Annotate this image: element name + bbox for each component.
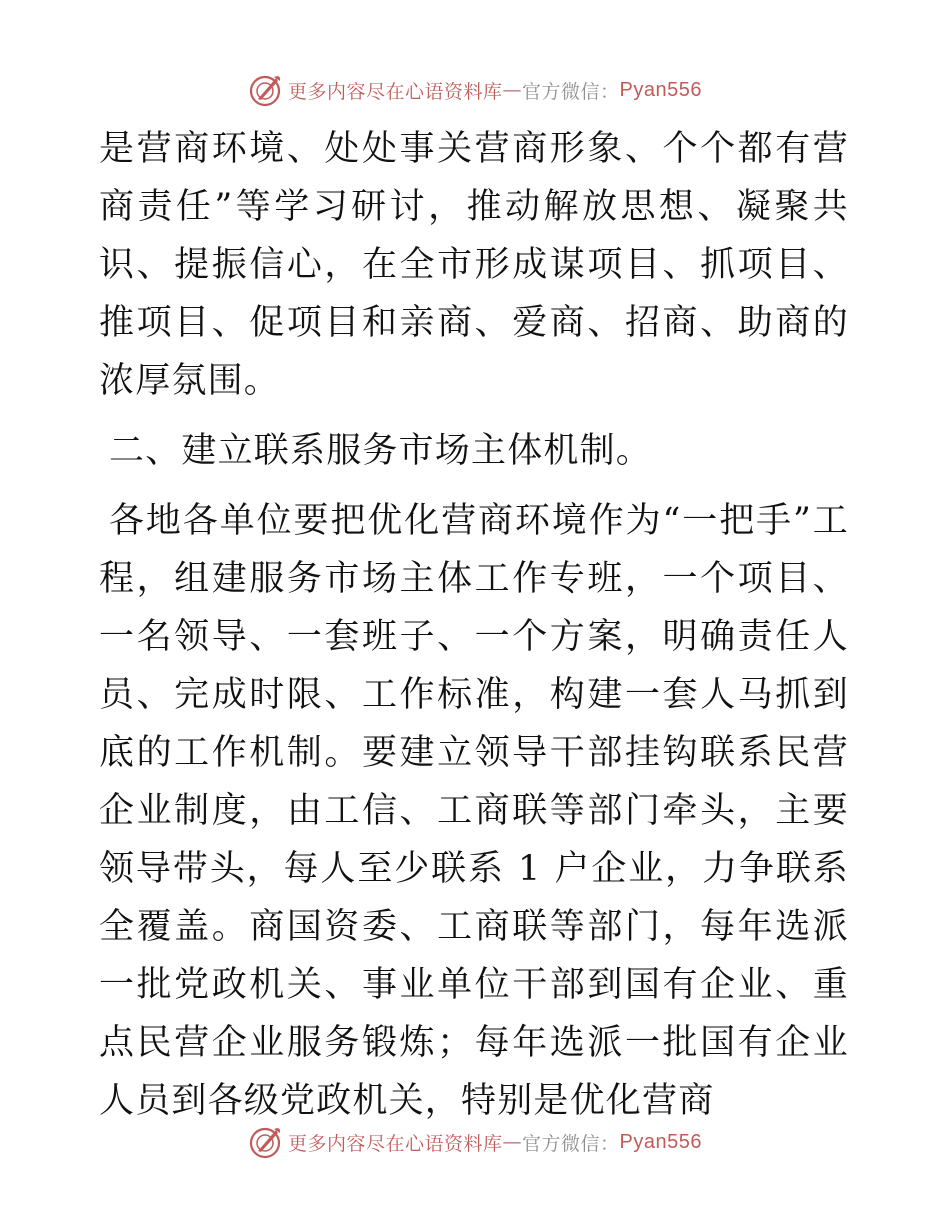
quill-logo-icon	[248, 1124, 284, 1160]
watermark-wechat-id: Pyan556	[619, 1130, 702, 1153]
watermark-separator: —	[502, 79, 523, 101]
watermark-wechat-label: 官方微信：	[522, 1132, 620, 1155]
watermark-wechat-label: 官方微信：	[522, 80, 620, 103]
header-watermark	[0, 72, 950, 108]
watermark-main-text: 更多内容尽在心语资料库	[288, 80, 503, 103]
section-heading-2: 二、建立联系服务市场主体机制。	[109, 431, 653, 471]
watermark-separator: —	[502, 1131, 523, 1153]
watermark-main-text: 更多内容尽在心语资料库	[288, 1132, 503, 1155]
paragraph-2: 各地各单位要把优化营商环境作为“一把手”工程，组建服务市场主体工作专班，一个项目、一名领导、一套班子、一个方案，明确责任人员、完成时限、工作标准，构建一套人马抓到底的工作机制。要建立领导干部挂钩联系民营企业制度，由工信、工商联等部门牵头，主要领导带头，每人至少联系 1 户企业，力争联系全覆盖。商国资委、工商联等部门，每年选派一批党政机关、事业单位干部到国有企业、重点民营企业服务锻炼；每年选派一批国有企业人员到各级党政机关，特别是优化营商	[99, 501, 849, 1121]
paragraph-1: 是营商环境、处处事关营商形象、个个都有营商责任”等学习研讨，推动解放思想、凝聚共识、提振信心，在全市形成谋项目、抓项目、推项目、促项目和亲商、爱商、招商、助商的浓厚氛围。	[99, 129, 849, 401]
quill-logo-icon	[248, 72, 284, 108]
footer-watermark	[0, 1124, 950, 1160]
watermark-wechat-id: Pyan556	[619, 78, 702, 101]
document-body	[99, 120, 849, 1130]
